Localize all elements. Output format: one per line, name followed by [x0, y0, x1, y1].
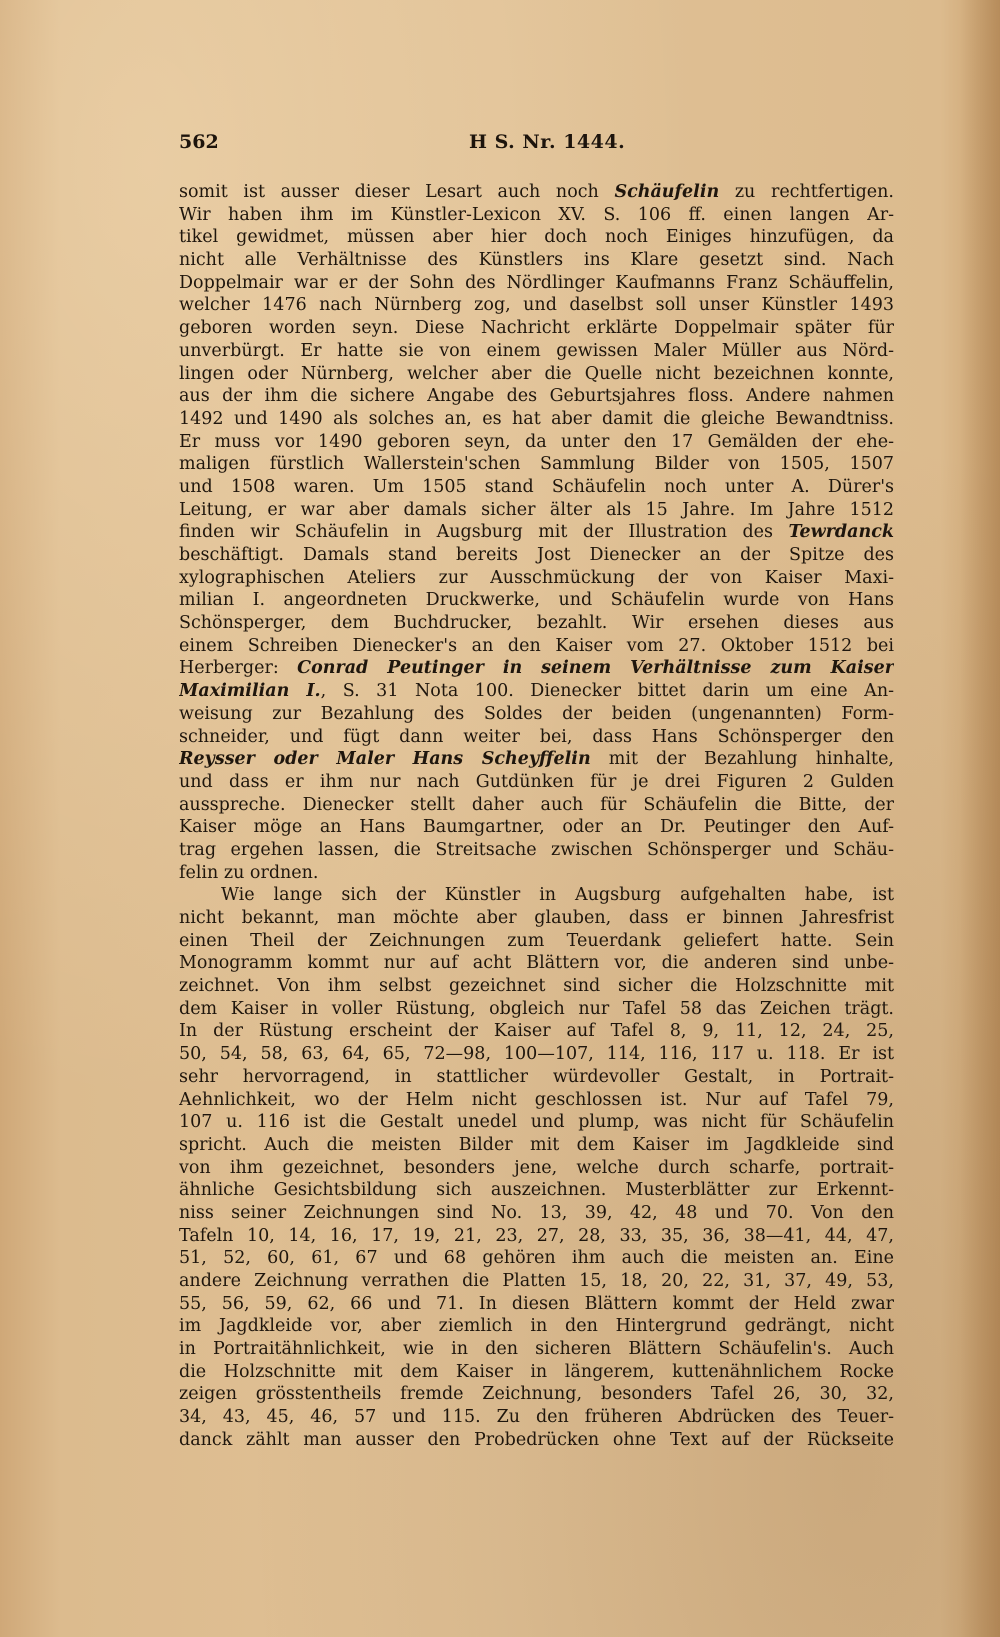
text-segment: 55, 56, 59, 62, 66 und 71. In diesen Blättern kommt der Held zwar: [179, 1293, 894, 1314]
text-line: [179, 1270, 894, 1293]
text-line: [179, 1338, 894, 1361]
text-segment: spricht. Auch die meisten Bilder mit dem Kaiser im Jagdkleide sind: [179, 1134, 894, 1155]
text-line: [179, 952, 894, 975]
text-segment: milian I. angeordneten Druckwerke, und Schäufelin wurde von Hans: [179, 590, 894, 611]
text-segment: die Holzschnitte mit dem Kaiser in längerem, kuttenähnlichem Rocke: [179, 1361, 894, 1382]
text-segment: maligen fürstlich Wallerstein'schen Sammlung Bilder von 1505, 1507: [179, 454, 894, 475]
text-segment: beschäftigt. Damals stand bereits Jost Dienecker an der Spitze des: [179, 545, 894, 565]
text-segment: Kaiser möge an Hans Baumgartner, oder an Dr. Peutinger den Auf-: [179, 817, 894, 838]
text-line: [179, 204, 894, 227]
text-segment: unverbürgt. Er hatte sie von einem gewissen Maler Müller aus Nörd-: [179, 340, 894, 361]
text-segment: welcher 1476 nach Nürnberg zog, und daselbst soll unser Künstler 1493: [179, 295, 894, 316]
page-header: [179, 131, 894, 163]
italic-text: Reysser oder Maler Hans Scheyffelin: [179, 749, 591, 770]
text-segment: Tafeln 10, 14, 16, 17, 19, 21, 23, 27, 28, 33, 35, 36, 38—41, 44, 47,: [179, 1225, 894, 1246]
text-segment: Aehnlichkeit, wo der Helm nicht geschlossen ist. Nur auf Tafel 79,: [179, 1089, 894, 1110]
text-segment: andere Zeichnung verrathen die Platten 15, 18, 20, 22, 31, 37, 49, 53,: [179, 1271, 894, 1291]
text-line: [179, 249, 894, 272]
text-segment: tikel gewidmet, müssen aber hier doch noch Einiges hinzufügen, da: [179, 227, 894, 248]
text-line: [179, 884, 894, 907]
italic-text: Conrad Peutinger in seinem Verhältnisse zum Kaiser: [297, 658, 894, 679]
text-segment: lingen oder Nürnberg, welcher aber die Quelle nicht bezeichnen konnte,: [179, 363, 894, 384]
text-line: [179, 181, 894, 204]
text-line: [179, 1225, 894, 1248]
text-line: [179, 317, 894, 340]
text-segment: nicht bekannt, man möchte aber glauben, dass er binnen Jahresfrist: [179, 908, 894, 928]
text-line: [179, 771, 894, 794]
text-line: [179, 1089, 894, 1112]
text-segment: Leitung, er war aber damals sicher älter als 15 Jahre. Im Jahre 1512: [179, 499, 894, 520]
text-line: [179, 1406, 894, 1429]
text-line: [179, 930, 894, 953]
text-segment: zeichnet. Von ihm selbst gezeichnet sind sicher die Holzschnitte mit: [179, 976, 894, 997]
text-segment: weisung zur Bezahlung des Soldes der beiden (ungenannten) Form-: [179, 703, 894, 724]
text-line: [179, 476, 894, 499]
text-line: [179, 703, 894, 726]
text-segment: einem Schreiben Dienecker's an den Kaiser vom 27. Oktober 1512 bei: [179, 635, 894, 656]
body-text: [179, 181, 894, 1452]
text-line: [179, 794, 894, 817]
text-line: [179, 657, 894, 680]
text-line: [179, 1179, 894, 1202]
text-line: [179, 975, 894, 998]
text-segment: und dass er ihm nur nach Gutdünken für je drei Figuren 2 Gulden: [179, 771, 894, 792]
text-segment: im Jagdkleide vor, aber ziemlich in den Hintergrund gedrängt, nicht: [179, 1316, 894, 1337]
text-line: [179, 862, 894, 885]
text-line: [179, 748, 894, 771]
text-line: [179, 1247, 894, 1270]
text-line: [179, 1202, 894, 1225]
text-segment: einen Theil der Zeichnungen zum Teuerdank geliefert hatte. Sein: [179, 930, 894, 951]
text-segment: Monogramm kommt nur auf acht Blättern vor, die anderen sind unbe-: [179, 953, 894, 974]
text-line: [179, 612, 894, 635]
text-segment: zeigen grösstentheils fremde Zeichnung, besonders Tafel 26, 30, 32,: [179, 1384, 894, 1405]
italic-text: Tewrdanck: [788, 522, 894, 543]
text-segment: schneider, und fügt dann weiter bei, dass Hans Schönsperger den: [179, 726, 894, 747]
running-head: H S. Nr. 1444.: [469, 131, 626, 153]
text-segment: zu rechtfertigen.: [719, 182, 894, 202]
text-line: [179, 1383, 894, 1406]
text-segment: trag ergehen lassen, die Streitsache zwischen Schönsperger und Schäu-: [179, 839, 894, 860]
text-segment: mit der Bezahlung hinhalte,: [590, 749, 894, 770]
page-number: 562: [179, 131, 219, 153]
text-segment: geboren worden seyn. Diese Nachricht erklärte Doppelmair später für: [179, 318, 894, 339]
text-segment: , S. 31 Nota 100. Dienecker bittet darin um eine An-: [320, 681, 894, 702]
text-line: [179, 408, 894, 431]
text-line: [179, 680, 894, 703]
text-line: [179, 839, 894, 862]
text-segment: niss seiner Zeichnungen sind No. 13, 39, 42, 48 und 70. Von den: [179, 1202, 894, 1223]
text-line: [179, 340, 894, 363]
text-line: [179, 816, 894, 839]
text-line: [179, 294, 894, 317]
text-line: [179, 1361, 894, 1384]
text-line: [179, 589, 894, 612]
text-line: [179, 1293, 894, 1316]
text-segment: Schönsperger, dem Buchdrucker, bezahlt. Wir ersehen dieses aus: [179, 613, 894, 634]
text-segment: 1492 und 1490 als solches an, es hat aber damit die gleiche Bewandtniss.: [179, 408, 894, 429]
text-line: [179, 544, 894, 567]
text-line: [179, 1429, 894, 1452]
text-segment: xylographischen Ateliers zur Ausschmückung der von Kaiser Maxi-: [179, 567, 894, 588]
text-line: [179, 272, 894, 295]
text-line: [179, 907, 894, 930]
text-segment: in Portraitähnlichkeit, wie in den sicheren Blättern Schäufelin's. Auch: [179, 1339, 894, 1360]
text-line: [179, 499, 894, 522]
text-line: [179, 453, 894, 476]
text-segment: 34, 43, 45, 46, 57 und 115. Zu den früheren Abdrücken des Teuer-: [179, 1407, 894, 1428]
text-segment: sehr hervorragend, in stattlicher würdevoller Gestalt, in Portrait-: [179, 1066, 894, 1087]
text-segment: 51, 52, 60, 61, 67 und 68 gehören ihm auch die meisten an. Eine: [179, 1248, 894, 1269]
text-segment: aus der ihm die sichere Angabe des Geburtsjahres floss. Andere nahmen: [179, 386, 894, 407]
text-segment: ausspreche. Dienecker stellt daher auch für Schäufelin die Bitte, der: [179, 794, 894, 815]
text-segment: In der Rüstung erscheint der Kaiser auf Tafel 8, 9, 11, 12, 24, 25,: [179, 1021, 894, 1042]
text-segment: danck zählt man ausser den Probedrücken ohne Text auf der Rückseite: [179, 1429, 894, 1450]
text-segment: 107 u. 116 ist die Gestalt unedel und plump, was nicht für Schäufelin: [179, 1112, 894, 1133]
text-segment: ähnliche Gesichtsbildung sich auszeichnen. Musterblätter zur Erkennt-: [179, 1180, 894, 1201]
text-line: [179, 363, 894, 386]
text-segment: von ihm gezeichnet, besonders jene, welche durch scharfe, portrait-: [179, 1157, 894, 1178]
text-segment: Wir haben ihm im Künstler-Lexicon XV. S. 106 ff. einen langen Ar-: [179, 204, 894, 225]
text-line: [179, 1043, 894, 1066]
text-line: [179, 431, 894, 454]
text-line: [179, 635, 894, 658]
text-segment: dem Kaiser in voller Rüstung, obgleich nur Tafel 58 das Zeichen trägt.: [179, 998, 894, 1019]
italic-text: Schäufelin: [614, 182, 720, 202]
text-line: [179, 521, 894, 544]
text-segment: nicht alle Verhältnisse des Künstlers ins Klare gesetzt sind. Nach: [179, 250, 894, 271]
text-line: [179, 385, 894, 408]
text-segment: 50, 54, 58, 63, 64, 65, 72—98, 100—107, 114, 116, 117 u. 118. Er ist: [179, 1044, 894, 1065]
text-line: [179, 998, 894, 1021]
italic-text: Maximilian I.: [179, 681, 321, 702]
text-line: [179, 1020, 894, 1043]
text-line: [179, 1066, 894, 1089]
text-line: [179, 726, 894, 749]
text-segment: somit ist ausser dieser Lesart auch noch: [179, 182, 615, 202]
text-line: [179, 1157, 894, 1180]
text-line: [179, 567, 894, 590]
text-segment: Wie lange sich der Künstler in Augsburg aufgehalten habe, ist: [221, 885, 894, 906]
text-line: [179, 1111, 894, 1134]
text-line: [179, 1134, 894, 1157]
text-segment: Doppelmair war er der Sohn des Nördlinger Kaufmanns Franz Schäuffelin,: [179, 272, 894, 293]
text-segment: Er muss vor 1490 geboren seyn, da unter den 17 Gemälden der ehe-: [179, 431, 894, 452]
text-segment: Herberger:: [179, 658, 298, 679]
text-segment: felin zu ordnen.: [179, 862, 319, 883]
text-segment: finden wir Schäufelin in Augsburg mit der Illustration des: [179, 522, 789, 543]
text-line: [179, 226, 894, 249]
text-line: [179, 1315, 894, 1338]
page-edge-shadow: [960, 0, 1000, 1637]
text-segment: und 1508 waren. Um 1505 stand Schäufelin noch unter A. Dürer's: [179, 476, 894, 497]
